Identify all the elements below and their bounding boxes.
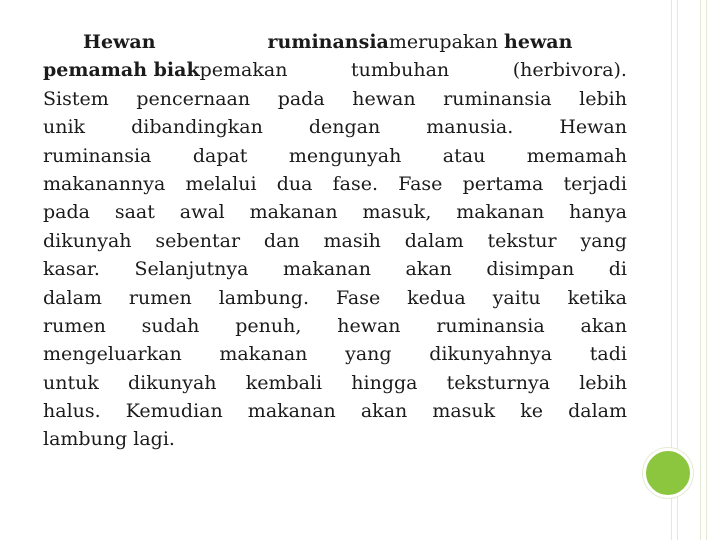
text-line-7: pada saat awal makanan masuk, makanan hanya — [43, 201, 627, 224]
text-line-11: rumen sudah penuh, hewan ruminansia akan — [43, 314, 627, 337]
green-circle-ornament — [643, 448, 693, 498]
text-line-6: makanannya melalui dua fase. Fase pertama terjadi — [43, 172, 627, 195]
text-line-12: mengeluarkan makanan yang dikunyahnya tadi — [43, 343, 627, 366]
text-line-14: halus. Kemudian makanan akan masuk ke dalam — [43, 400, 627, 423]
text-line-2: pemamah biakpemakan tumbuhan (herbivora). — [43, 59, 627, 82]
text-line-5: ruminansia dapat mengunyah atau memamah — [43, 144, 627, 167]
text-line-15: lambung lagi. — [43, 428, 175, 451]
text-line-3: Sistem pencernaan pada hewan ruminansia lebih — [43, 87, 627, 110]
text-line-8: dikunyah sebentar dan masih dalam tekstur yang — [43, 229, 627, 252]
body-paragraph — [43, 28, 627, 454]
text-line-9: kasar. Selanjutnya makanan akan disimpan di — [43, 258, 627, 281]
decorative-rail — [700, 0, 701, 540]
text-line-1: Hewan ruminansiamerupakan hewan — [83, 31, 573, 53]
text-line-4: unik dibandingkan dengan manusia. Hewan — [43, 116, 627, 139]
text-line-10: dalam rumen lambung. Fase kedua yaitu ketika — [43, 286, 627, 309]
decorative-rail — [706, 0, 707, 540]
text-line-13: untuk dikunyah kembali hingga teksturnya lebih — [43, 371, 627, 394]
